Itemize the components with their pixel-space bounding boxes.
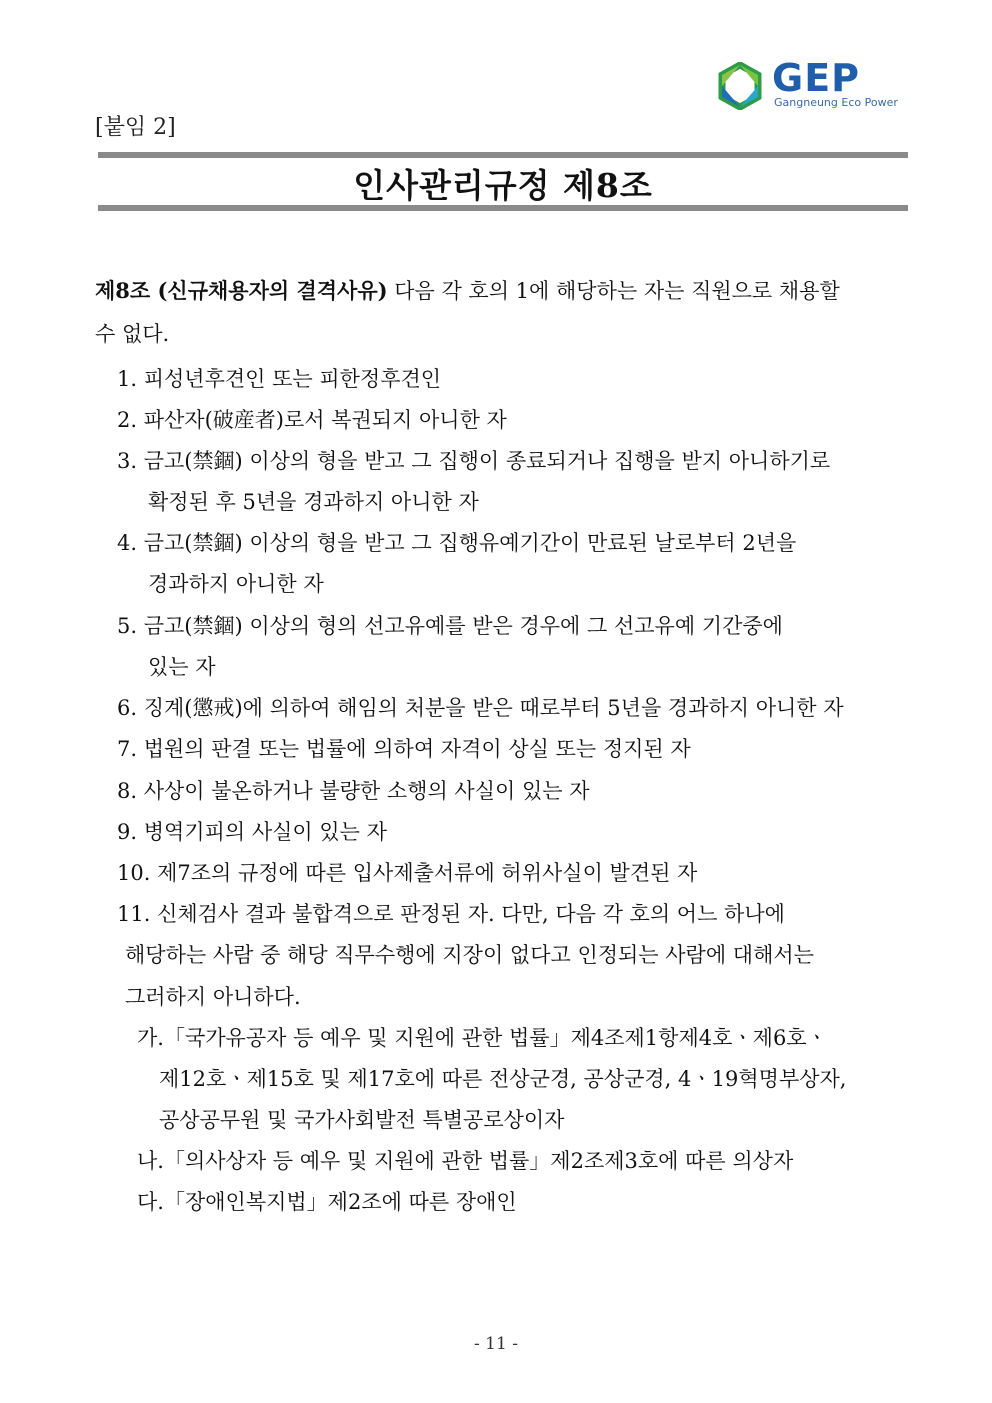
article-intro-line	[95, 275, 840, 305]
list-item: 2. 파산자(破産者)로서 복권되지 아니한 자	[117, 408, 507, 432]
list-item: 6. 징계(懲戒)에 의하여 해임의 처분을 받은 때로부터 5년을 경과하지 아니한 자	[117, 696, 844, 720]
list-item-continuation: 그러하지 아니하다.	[125, 985, 301, 1009]
list-item: 8. 사상이 불온하거나 불량한 소행의 사실이 있는 자	[117, 779, 590, 803]
company-logo	[716, 56, 898, 112]
sub-item-continuation: 제12호ㆍ제15호 및 제17호에 따른 전상군경, 공상군경, 4ㆍ19혁명부상자,	[159, 1067, 847, 1091]
title-rule-top	[98, 152, 908, 158]
article-heading: 제8조 (신규채용자의 결격사유)	[95, 278, 388, 303]
list-item: 5. 금고(禁錮) 이상의 형의 선고유예를 받은 경우에 그 선고유예 기간중에	[117, 614, 783, 638]
document-title: 인사관리규정 제8조	[353, 166, 653, 205]
list-item: 10. 제7조의 규정에 따른 입사제출서류에 허위사실이 발견된 자	[117, 861, 698, 885]
logo-subtext: Gangneung Eco Power	[774, 96, 898, 109]
list-item: 9. 병역기피의 사실이 있는 자	[117, 820, 387, 844]
article-intro-text: 다음 각 호의 1에 해당하는 자는 직원으로 채용할	[387, 279, 840, 303]
list-item-continuation: 해당하는 사람 중 해당 직무수행에 지장이 없다고 인정되는 사람에 대해서는	[125, 943, 814, 967]
list-item: 3. 금고(禁錮) 이상의 형을 받고 그 집행이 종료되거나 집행을 받지 아니하기로	[117, 449, 831, 473]
list-item: 7. 법원의 판결 또는 법률에 의하여 자격이 상실 또는 정지된 자	[117, 737, 691, 761]
page-number: - 11 -	[474, 1334, 518, 1354]
sub-item: 나.「의사상자 등 예우 및 지원에 관한 법률」제2조제3호에 따른 의상자	[137, 1149, 794, 1173]
sub-item: 다.「장애인복지법」제2조에 따른 장애인	[137, 1190, 517, 1214]
article-intro-continuation: 수 없다.	[95, 322, 170, 346]
list-item: 1. 피성년후견인 또는 피한정후견인	[117, 367, 442, 391]
sub-item: 가.「국가유공자 등 예우 및 지원에 관한 법률」제4조제1항제4호ㆍ제6호ㆍ	[137, 1026, 827, 1050]
list-item-continuation: 경과하지 아니한 자	[148, 572, 324, 596]
title-rule-bottom	[98, 205, 908, 211]
hexagon-logo-icon	[716, 62, 764, 110]
list-item: 11. 신체검사 결과 불합격으로 판정된 자. 다만, 다음 각 호의 어느 하나에	[117, 902, 785, 926]
sub-item-continuation: 공상공무원 및 국가사회발전 특별공로상이자	[159, 1108, 565, 1132]
list-item-continuation: 확정된 후 5년을 경과하지 아니한 자	[148, 490, 479, 514]
logo-wordmark: GEP	[772, 56, 860, 100]
list-item-continuation: 있는 자	[148, 655, 216, 679]
list-item: 4. 금고(禁錮) 이상의 형을 받고 그 집행유예기간이 만료된 날로부터 2년을	[117, 531, 797, 555]
attachment-label: [붙임 2]	[95, 115, 176, 140]
